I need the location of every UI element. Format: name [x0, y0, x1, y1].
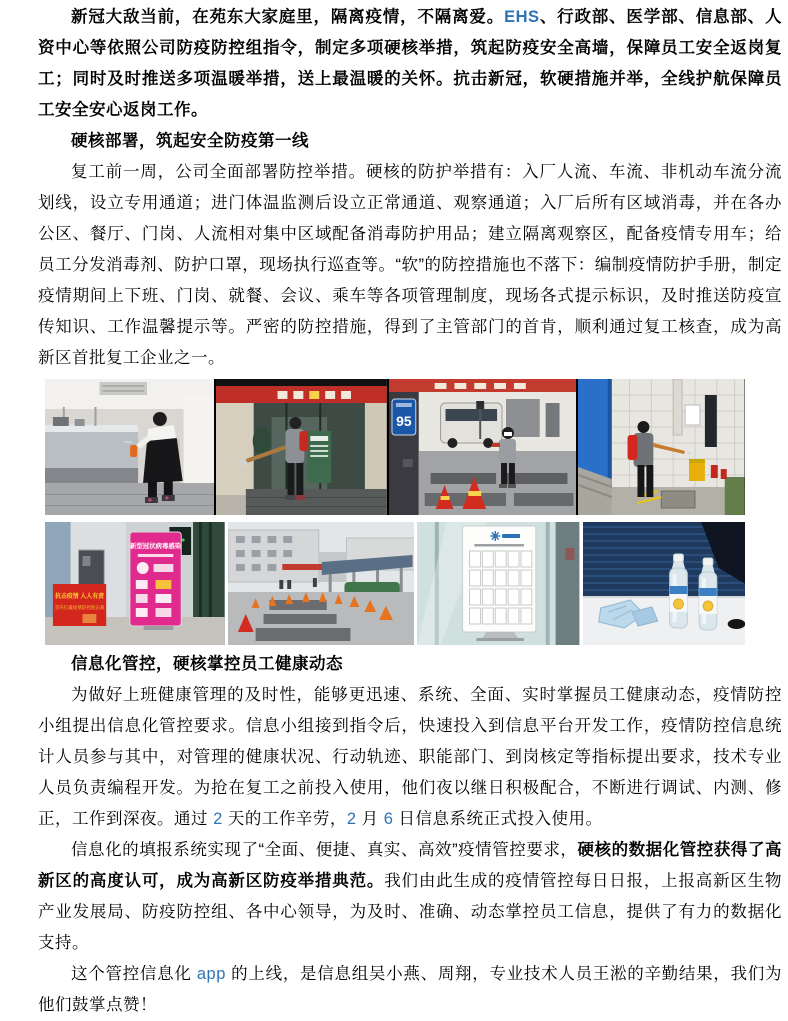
photo-factory-road-cones [228, 522, 415, 645]
manhole-cover [662, 491, 696, 508]
days-number: 2 [213, 810, 223, 828]
info-text-1: 为做好上班健康管理的及时性，能够更迅速、系统、全面、实时掌握员工健康动态，疫情防控小组提出信息化管控要求。信息小组接到指令后，快速投入到信息平台开发工作，疫情防控信息统计人员参与其中，对管理的健康状况、行动轨迹、职能部门、到岗核定等指标提出要求，技术专业人员负责编程开发。为抢在复工之前投入使用，他们夜以继日积极配合，不断进行调试、内测、修正，工作到深夜。通过 [38, 686, 782, 828]
paragraph-hardcore-measures: 复工前一周，公司全面部署防控举措。硬核的防护举措有：入厂人流、车流、非机动车流分流划线，设立专用通道；进门体温监测后设立正常通道、观察通道；入厂后所有区域消毒，并在各办公区、餐厅、门岗、人流相对集中区域配备消毒防护用品；建立隔离观察区，配备疫情专用车；给员工分发消毒剂、防护口罩，现场执行巡查等。“软”的防控措施也不落下：编制疫情防护手册，制定疫情期间上下班、门岗、就餐、会议、乘车等各项管理制度，现场各式提示标识，及时推送防疫宣传知识、工作温馨提示等。严密的防控措施，得到了主管部门的首肯，顺利通过复工核查，成为高新区首批复工企业之一。 [38, 163, 782, 367]
info-text-2: 天的工作辛劳， [222, 810, 347, 828]
section-heading-informatization: 信息化管控，硬核掌控员工健康动态 [71, 655, 343, 673]
recognition-text-2: 我们由此生成的疫情管控每日日报，上报高新区生物产业发展局、防疫防控组、各中心领导，为及时、准确、动态掌控员工信息，提供了有力的数据化支持。 [38, 872, 783, 952]
applause-text-2: 的上线，是信息组吴小燕、周翔，专业技术人员王淞的辛勤结果，我们为他们鼓掌点赞！ [38, 965, 782, 1014]
grass-patch [725, 477, 745, 515]
shuttle-bus [441, 403, 502, 448]
month-number: 2 [346, 810, 357, 828]
sign-line-2: 坚决打赢疫情防控阻击战 [54, 604, 105, 611]
spray-bottle [130, 445, 137, 457]
hanging-rack [705, 395, 717, 447]
photo-gate-checkpoint [389, 379, 576, 515]
paragraph-intro [38, 2, 782, 126]
photo-propaganda-banners [45, 522, 225, 645]
sign-line-1: 抗击疫情 人人有责 [55, 593, 105, 601]
canteen-disinfection-illustration [45, 379, 214, 515]
photo-canteen-disinfection [45, 379, 214, 515]
paragraph-recognition [38, 835, 782, 959]
photo-outdoor-disinfection [578, 379, 745, 515]
sign-number: 95 [396, 412, 412, 430]
paragraph-applause [38, 959, 782, 1021]
red-sprayer-tank [300, 431, 309, 451]
app-text: app [196, 965, 226, 983]
address-sign-95 [392, 399, 416, 435]
red-slogan-sign [53, 584, 106, 626]
photo-entrance-spraying [216, 379, 387, 515]
gate-checkpoint-illustration [389, 379, 576, 515]
intro-text-2: 、行政部、医学部、信息部、人资中心等依照公司防疫防控组指令，制定多项硬核举措，筑起防疫安全高墙，保障员工安全返岗复工；同时及时推送多项温暖举措，送上最温暖的关怀。抗击新冠，软硬措施并举，全线护航保障员工安全安心返岗工作。 [38, 8, 783, 119]
entrance-spraying-illustration [216, 379, 387, 515]
factory-road-illustration [228, 522, 415, 645]
face-mask [504, 432, 512, 436]
recognition-text-1: 信息化的填报系统实现了“全面、便捷、真实、高效”疫情管控要求， [71, 841, 578, 859]
fire-extinguisher [711, 465, 718, 478]
photo-notice-display-stand [417, 522, 579, 645]
recognition-bold-text: 硬核的数据化管控获得了高新区的高度认可，成为高新区防疫举措典范。 [38, 841, 782, 890]
paragraph-info-platform [38, 680, 782, 835]
photo-grid-row-1 [45, 379, 745, 515]
care-supplies-illustration [583, 522, 745, 645]
info-text-3: 月 [356, 810, 384, 828]
banner-title: 新型冠状病毒感染 [129, 542, 182, 551]
photo-care-supplies-desk [583, 522, 745, 645]
wall-notice [686, 405, 701, 425]
notice-stand-illustration [417, 522, 579, 645]
info-text-4: 日信息系统正式投入使用。 [393, 810, 603, 828]
red-backpack-tank [628, 435, 638, 460]
photo-grid-row-2 [45, 522, 745, 645]
intro-text-1: 新冠大敌当前，在苑东大家庭里，隔离疫情，不隔离爱。 [71, 8, 505, 26]
display-board [463, 526, 536, 641]
outdoor-disinfection-illustration [578, 379, 745, 515]
propaganda-banners-illustration [45, 522, 225, 645]
applause-text-1: 这个管控信息化 [71, 965, 197, 983]
ehs-text: EHS [504, 8, 540, 26]
pink-rollup-banner [130, 532, 182, 630]
computer-mouse [727, 619, 745, 629]
day-number: 6 [383, 810, 394, 828]
section-heading-hardcore: 硬核部署，筑起安全防疫第一线 [71, 132, 309, 150]
